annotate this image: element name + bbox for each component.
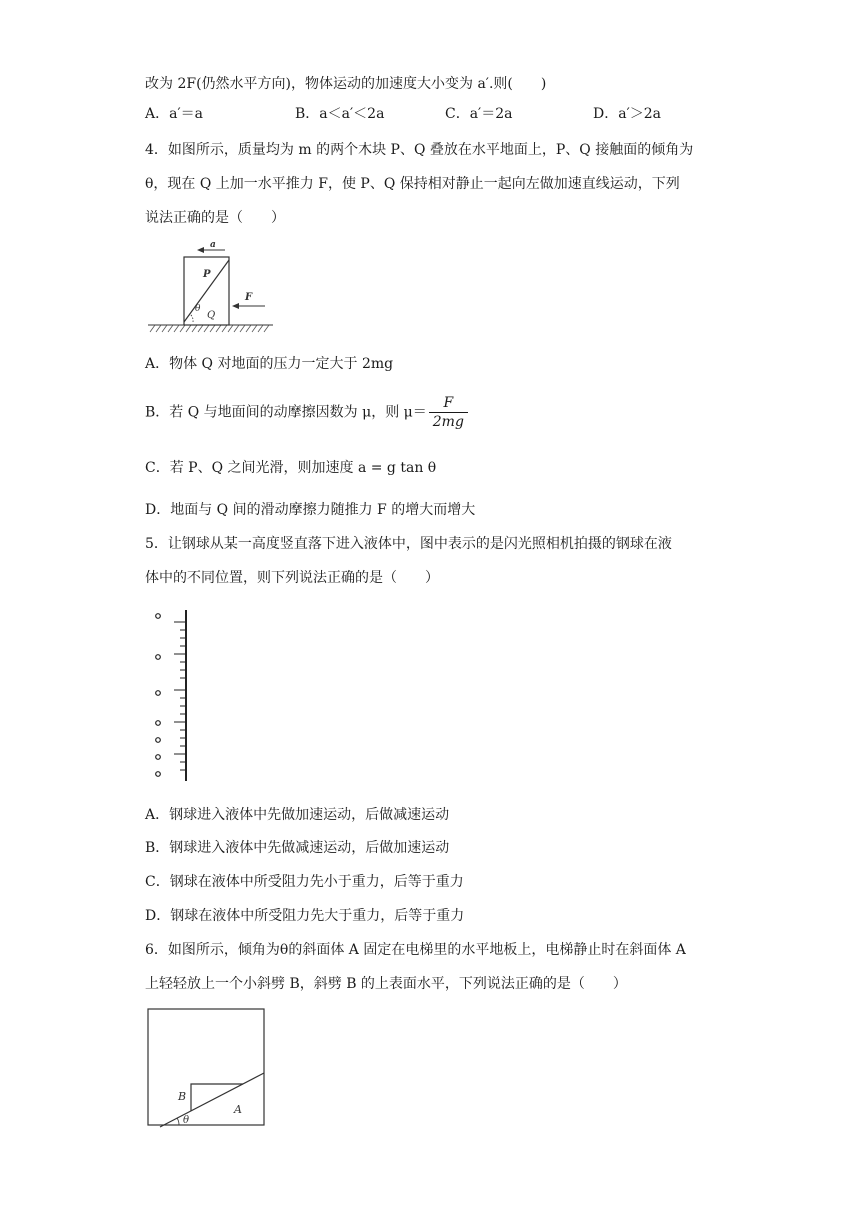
q6-stem-line-2: 上轻轻放上一个小斜劈 B，斜劈 B 的上表面水平，下列说法正确的是（ ） [145,976,627,992]
q5-option-b: B．钢球进入液体中先做减速运动，后做加速运动 [145,840,450,856]
q5-figure [150,605,200,785]
q4-option-a: A．物体 Q 对地面的压力一定大于 2mg [145,356,394,372]
q5-stem-line-1: 5．让钢球从某一高度竖直落下进入液体中，图中表示的是闪光照相机拍摄的钢球在液 [145,536,672,552]
q4-stem-line-1: 4．如图所示，质量均为 m 的两个木块 P、Q 叠放在水平地面上，P、Q 接触面的倾角为 [145,142,694,158]
q4-option-b-numerator: F [429,394,468,413]
q3-option-b: B．a＜a′＜2a [295,106,385,122]
q4-label-theta: θ [195,304,201,314]
q6-incline-a [160,1073,264,1127]
q5-stem-line-2: 体中的不同位置，则下列说法正确的是（ ） [145,570,439,586]
q6-label-b: B [178,1090,187,1103]
q4-stem-line-3: 说法正确的是（ ） [145,210,285,226]
q4-option-b-fraction [429,394,468,431]
q6-elevator-box [148,1009,264,1125]
q4-option-d: D．地面与 Q 间的滑动摩擦力随推力 F 的增大而增大 [145,502,476,518]
q4-label-a: a [210,240,216,250]
q3-options [145,104,705,124]
q5-option-c: C．钢球在液体中所受阻力先小于重力，后等于重力 [145,874,464,890]
q4-label-p: P [203,269,211,280]
q4-label-q: Q [207,310,216,321]
q3-option-d: D．a′＞2a [593,106,662,122]
q4-option-b-denominator: 2mg [432,414,464,430]
q4-option-c: C．若 P、Q 之间光滑，则加速度 a = g tan θ [145,460,437,476]
q4-option-b [145,394,470,431]
q4-figure [145,240,275,335]
q5-ball-positions [156,614,161,777]
q4-option-b-text: B．若 Q 与地面间的动摩擦因数为 μ，则 μ＝ [145,404,427,421]
q3-option-c: C．a′＝2a [445,106,513,122]
q4-stem-line-2: θ，现在 Q 上加一水平推力 F，使 P、Q 保持相对静止一起向左做加速直线运动，下列 [145,176,680,192]
q3-stem-continuation: 改为 2F(仍然水平方向)，物体运动的加速度大小变为 a′.则( ) [145,76,547,92]
q4-label-f: F [245,292,253,303]
q5-option-d: D．钢球在液体中所受阻力先大于重力，后等于重力 [145,908,465,924]
q3-option-a: A．a′＝a [145,106,203,122]
q6-label-a: A [234,1103,242,1116]
q6-figure [145,1006,270,1131]
q5-option-a: A．钢球进入液体中先做加速运动，后做减速运动 [145,807,450,823]
q6-label-theta: θ [183,1115,190,1126]
q6-stem-line-1: 6．如图所示，倾角为θ的斜面体 A 固定在电梯里的水平地板上，电梯静止时在斜面体 A [145,942,686,958]
